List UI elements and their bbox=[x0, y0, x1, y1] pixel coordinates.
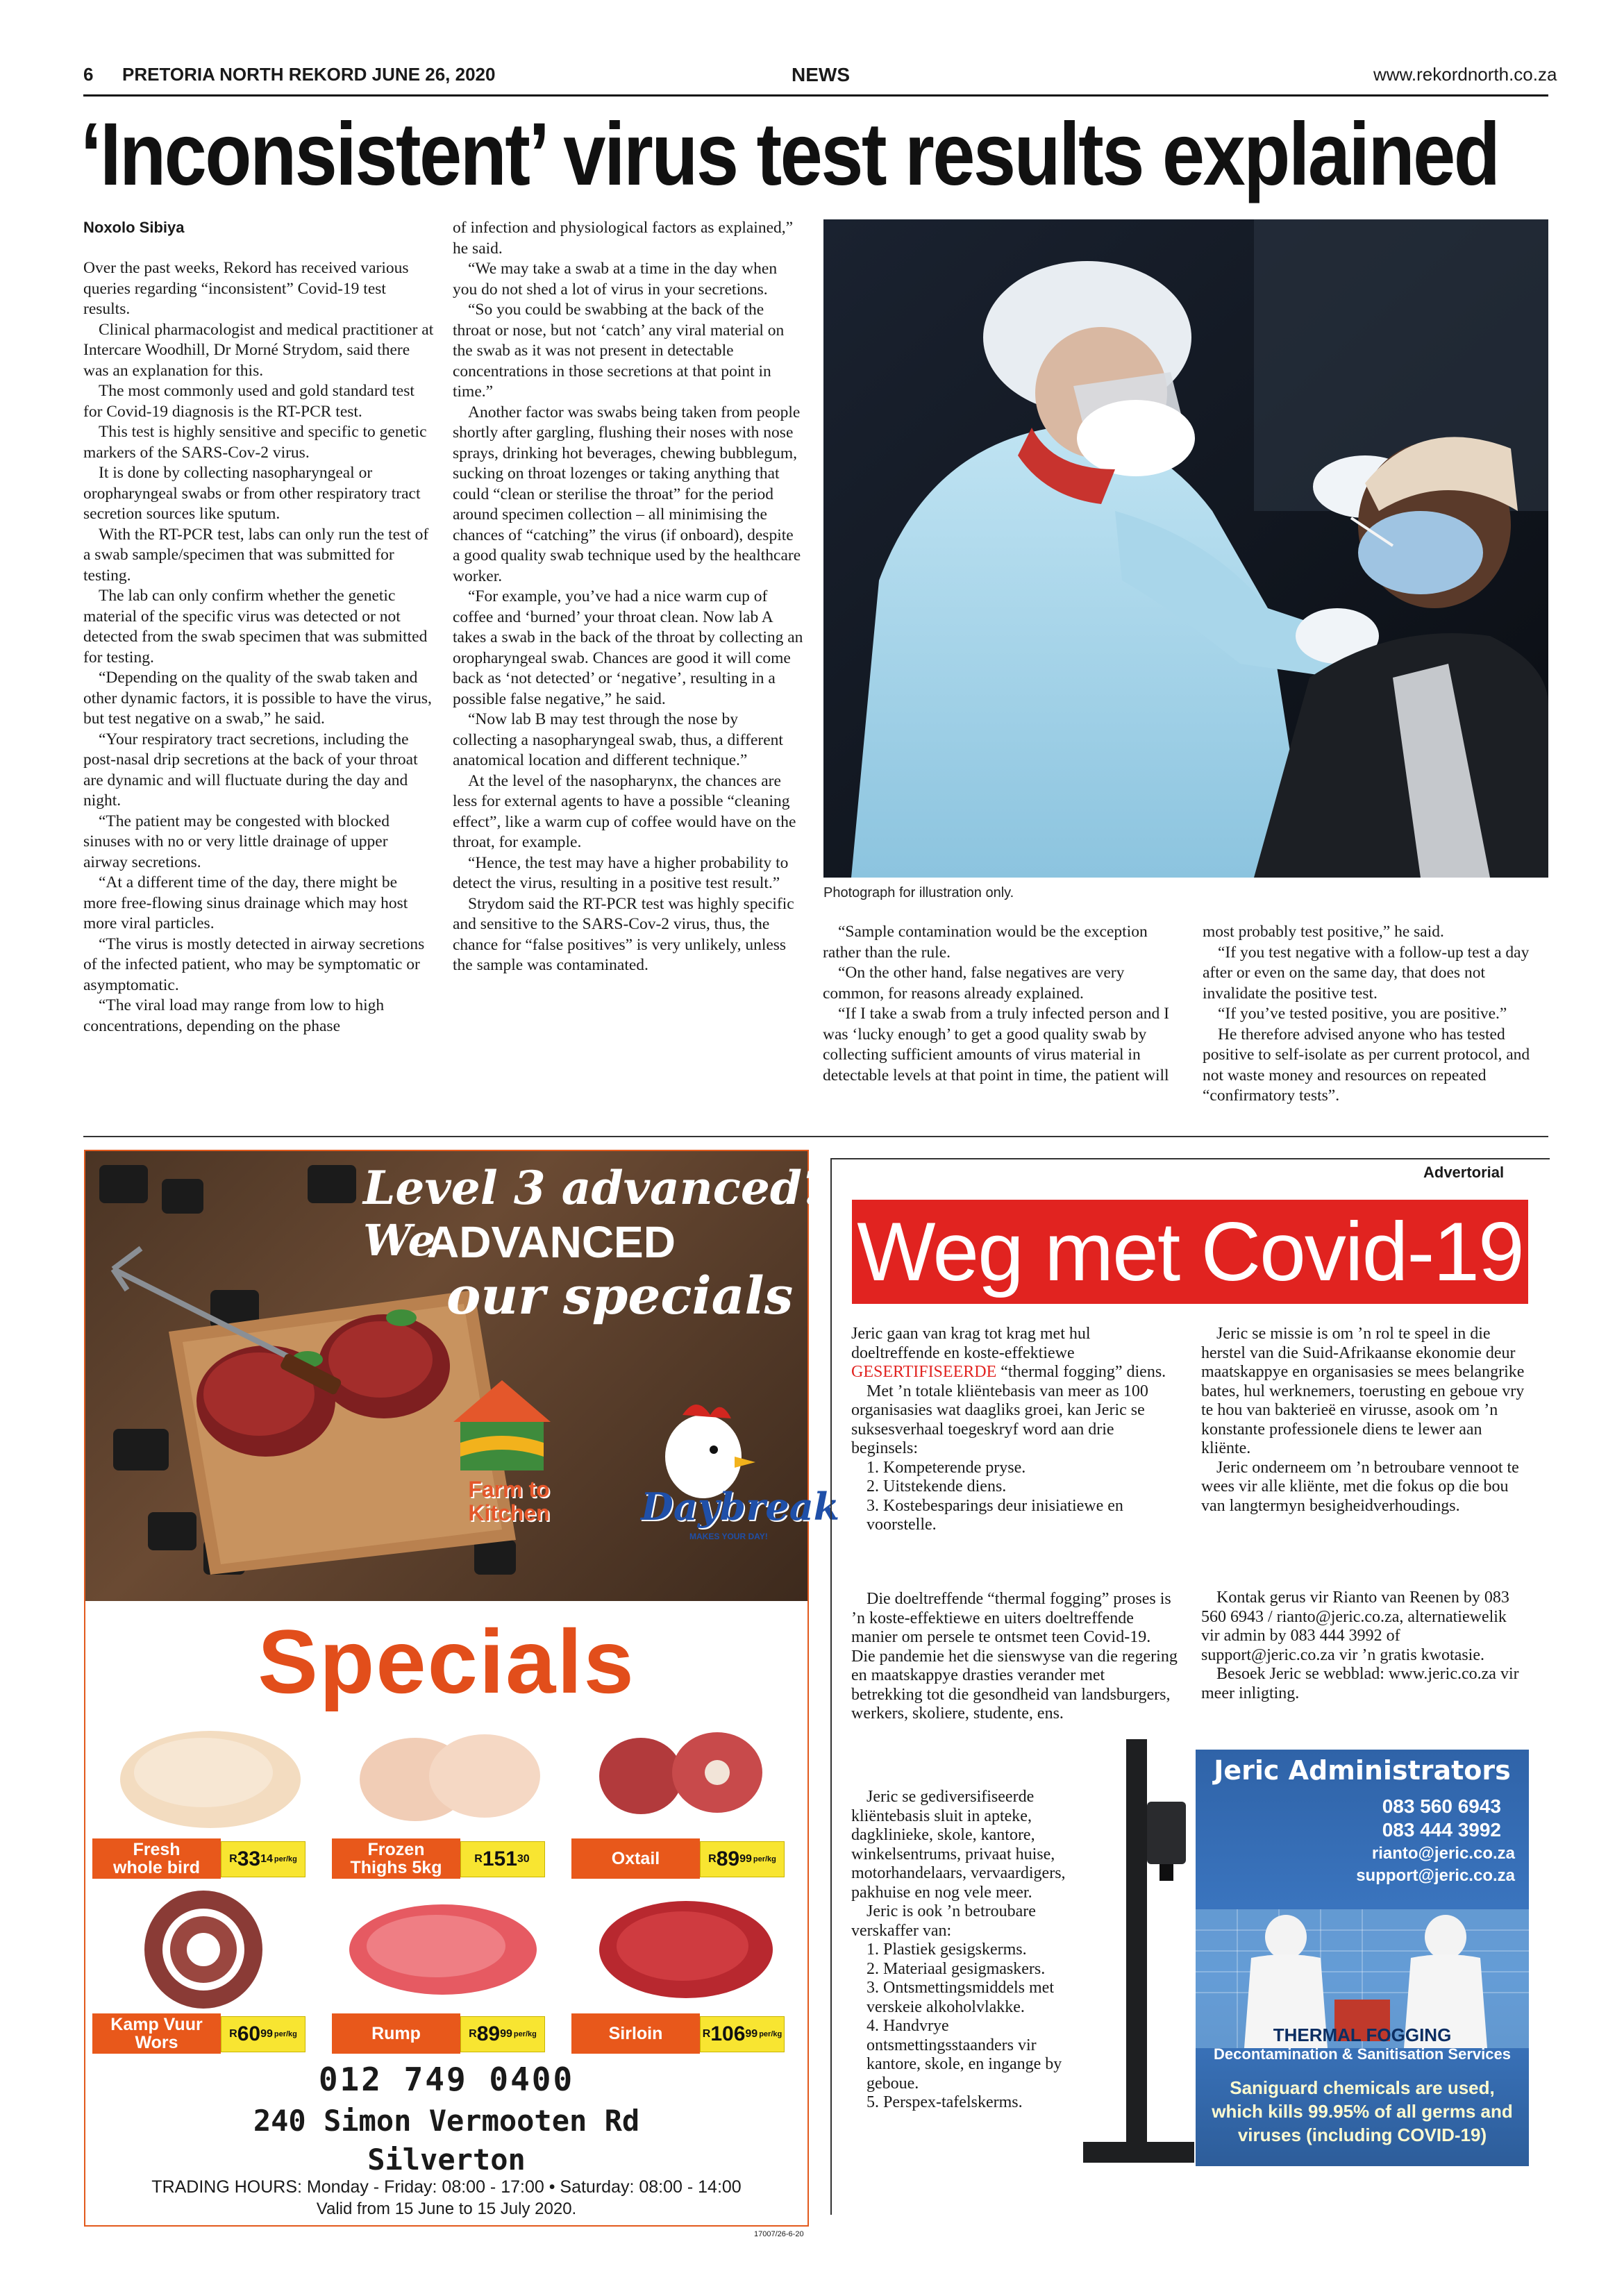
product-name: Rump bbox=[332, 2013, 460, 2054]
paragraph: Jeric se gediversifiseerde kliëntebasis sluit in apteke, dagklinieke, skole, kantore, winkelsentrums, privaat huise, motorhandelaars, vervaardigers, pakhuise en nog vele meer. bbox=[851, 1788, 1066, 1902]
section-label: NEWS bbox=[792, 64, 850, 85]
paragraph: “If I take a swab from a truly infected person and I was ‘lucky enough’ to get a good quality swab by collecting sufficient amounts of virus material in detectable levels at that point in time, the patient will bbox=[823, 1005, 1169, 1084]
advertorial-title: Weg met Covid-19 bbox=[852, 1200, 1528, 1304]
chicken-thighs-icon bbox=[339, 1713, 554, 1832]
photo-caption: Photograph for illustration only. bbox=[823, 885, 1014, 900]
daybreak-logo: Daybreak bbox=[641, 1484, 840, 1529]
paragraph: Another factor was swabs being taken from people shortly after gargling, flushing their noses with nose sprays, drinking hot beverages, chewing bubblegum, sucking on throat lozenges or taking anything that could “clean or sterilise the throat” for the period around specimen collection – all minimising the chances of “catching” the virus (if onboard), despite a good quality swab technique used by the healthcare worker. bbox=[453, 403, 801, 585]
product-name: Sirloin bbox=[571, 2013, 700, 2054]
paragraph: Besoek Jeric se webblad: www.jeric.co.za vir meer inligting. bbox=[1201, 1665, 1519, 1702]
article-column-1 bbox=[83, 258, 434, 1037]
list-item: 1. Plastiek gesigskerms. bbox=[867, 1941, 1027, 1959]
list-item: 5. Perspex-tafelskerms. bbox=[867, 2093, 1023, 2111]
paragraph: of infection and physiological factors as explained,” he said. bbox=[453, 219, 794, 258]
header-rule bbox=[83, 94, 1548, 97]
product-tile-wors bbox=[92, 1887, 321, 2068]
paragraph: “Your respiratory tract secretions, including the post-nasal drip secretions at the back of your throat are dynamic and will fluctuate during the day and night. bbox=[83, 730, 418, 810]
list-item: 4. Handvrye ontsmettingsstaanders vir kantore, skole, en ingange by geboue. bbox=[867, 2017, 1062, 2093]
sausage-icon bbox=[99, 1887, 315, 2005]
jeric-box-title: Jeric Administrators bbox=[1214, 1755, 1511, 1786]
list-item: 1. Kompeterende pryse. bbox=[867, 1458, 1026, 1477]
price-tag: R 89 99 per/kg bbox=[460, 2016, 545, 2052]
headline: ‘Inconsistent’ virus test results explained bbox=[81, 105, 1499, 204]
product-tile-sirloin bbox=[571, 1887, 801, 2068]
paragraph: He therefore advised anyone who has tested positive to self-isolate as per current protocol, and not waste money and resources on repeated “confirmatory tests”. bbox=[1203, 1025, 1530, 1105]
store-phone: 012 749 0400 bbox=[318, 2061, 575, 2098]
healthcare-worker-swab-illustration bbox=[823, 219, 1548, 878]
paragraph: “At a different time of the day, there might be more free-flowing sinus drainage which may host more viral particles. bbox=[83, 873, 408, 932]
product-tile-oxtail bbox=[571, 1713, 801, 1894]
paragraph: Jeric gaan van krag tot krag met hul doeltreffende en koste-effektiewe GESERTIFISEERDE “thermal fogging” diens. bbox=[851, 1325, 1166, 1381]
specials-title: Specials bbox=[258, 1611, 635, 1712]
list-item: 2. Materiaal gesigmaskers. bbox=[867, 1959, 1046, 1978]
price-tag: R 151 30 bbox=[460, 1841, 545, 1877]
list-item: 2. Uitstekende diens. bbox=[867, 1477, 1007, 1495]
paragraph: Clinical pharmacologist and medical practitioner at Intercare Woodhill, Dr Morné Strydom, said there was an explanation for this. bbox=[83, 320, 434, 380]
paragraph: Jeric is ook ’n betroubare verskaffer van: bbox=[851, 1902, 1036, 1940]
paragraph: Die doeltreffende “thermal fogging” proses is ’n koste-effektiewe en uiters doeltreffende manier om persele te ontsmet teen Covid-19. Die pandemie het die sienswyse van die regering en maatskappye drasties verander met betrekking tot die gesondheid van landsburgers, werkers, skoliere, studente, ens. bbox=[851, 1590, 1178, 1723]
jeric-service-1: THERMAL FOGGING bbox=[1273, 2025, 1452, 2045]
publication-line: PRETORIA NORTH REKORD JUNE 26, 2020 bbox=[122, 64, 496, 85]
product-name: Oxtail bbox=[571, 1838, 700, 1879]
product-tile-whole-bird bbox=[92, 1713, 321, 1894]
farm-to-kitchen-logo: Farm to Kitchen bbox=[468, 1477, 550, 1525]
paragraph: Over the past weeks, Rekord has received various queries regarding “inconsistent” Covid-19 test results. bbox=[83, 259, 409, 318]
rump-steak-icon bbox=[339, 1887, 554, 2005]
store-address-line-2: Silverton bbox=[367, 2143, 526, 2177]
paragraph: “Now lab B may test through the nose by collecting a nasopharyngeal swab, thus, a different anatomical location and different technique.” bbox=[453, 710, 783, 769]
paragraph: This test is highly sensitive and specific to genetic markers of the SARS-Cov-2 virus. bbox=[83, 423, 427, 462]
product-name: Kamp Vuur Wors bbox=[92, 2013, 221, 2054]
sanitiser-stand-icon bbox=[1083, 1739, 1194, 2170]
paragraph: “For example, you’ve had a nice warm cup of coffee and ‘burned’ your throat clean. Now lab A takes a swab in the back of the throat by collecting an oropharyngeal swab. Chances are good it will come back as ‘not detected’ or ‘negative’, resulting in a possible false negative,” he said. bbox=[453, 587, 803, 708]
product-tile-frozen-thighs bbox=[332, 1713, 561, 1894]
chicken-icon bbox=[99, 1713, 315, 1832]
advert-reference-code: 17007/26-6-20 bbox=[754, 2230, 804, 2238]
paragraph: It is done by collecting nasopharyngeal or oropharyngeal swabs or from other respiratory tract secretion sources like sputum. bbox=[83, 464, 421, 523]
paragraph: Met ’n totale kliëntebasis van meer as 100 organisasies wat daagliks groei, kan Jeric se suksesverhaal toegeskryf word aan drie beginsels: bbox=[851, 1382, 1148, 1457]
jeric-phone-1: 083 560 6943 bbox=[1382, 1795, 1501, 1817]
paragraph: “Sample contamination would be the exception rather than the rule. bbox=[823, 923, 1148, 962]
article-column-4 bbox=[1203, 922, 1550, 1107]
paragraph: “The virus is mostly detected in airway secretions of the infected patient, who may be symptomatic or asymptomatic. bbox=[83, 935, 425, 994]
paragraph: Strydom said the RT-PCR test was highly specific and sensitive to the SARS-Cov-2 virus, thus, the chance for “false positives” is very unlikely, unless the sample was contaminated. bbox=[453, 894, 794, 974]
ad-headline-we: We bbox=[363, 1215, 436, 1266]
article-column-2 bbox=[453, 218, 803, 976]
section-divider bbox=[83, 1136, 1548, 1137]
jeric-email-1: rianto@jeric.co.za bbox=[1371, 1844, 1515, 1863]
paragraph: Jeric onderneem om ’n betroubare vennoot te wees vir alle kliënte, met die fokus op die bou van langtermyn besigheidverhoudings. bbox=[1201, 1458, 1519, 1515]
paragraph: “The patient may be congested with blocked sinuses with no or very little drainage of upper airway secretions. bbox=[83, 812, 390, 871]
website: www.rekordnorth.co.za bbox=[1373, 64, 1557, 85]
paragraph: At the level of the nasopharynx, the chances are less for external agents to have a possible “cleaning effect”, like a warm cup of coffee would have on the throat, for example. bbox=[453, 771, 796, 851]
store-address-line-1: 240 Simon Vermooten Rd bbox=[253, 2104, 640, 2138]
product-name: Frozen Thighs 5kg bbox=[332, 1838, 460, 1879]
jeric-phone-2: 083 444 3992 bbox=[1382, 1819, 1501, 1841]
trading-hours: TRADING HOURS: Monday - Friday: 08:00 - 17:00 • Saturday: 08:00 - 14:00 bbox=[151, 2177, 742, 2197]
jeric-service-2: Decontamination & Sanitisation Services bbox=[1214, 2045, 1511, 2063]
page-number: 6 bbox=[83, 64, 94, 85]
advertorial-tag: Advertorial bbox=[1423, 1164, 1505, 1181]
oxtail-icon bbox=[578, 1713, 794, 1832]
jeric-chemicals-note: Saniguard chemicals are used, which kills 99.95% of all germs and viruses (including COVID-19) bbox=[1212, 2077, 1513, 2145]
paragraph: “On the other hand, false negatives are very common, for reasons already explained. bbox=[823, 964, 1125, 1003]
article-column-3 bbox=[823, 922, 1170, 1086]
paragraph: “Depending on the quality of the swab taken and other dynamic factors, it is possible to have the virus, but test negative on a swab,” he said. bbox=[83, 669, 432, 728]
sirloin-steak-icon bbox=[578, 1887, 794, 2005]
paragraph: The lab can only confirm whether the genetic material of the specific virus was detected or not detected from the swab specimen that was submitted for testing. bbox=[83, 587, 428, 667]
advert-banner bbox=[85, 1151, 840, 1601]
paragraph: “Hence, the test may have a higher probability to detect the virus, resulting in a positive test result.” bbox=[453, 853, 789, 892]
advertorial-column-a bbox=[851, 1325, 1178, 1535]
ad-headline-line-1: Level 3 advanced? bbox=[363, 1161, 829, 1215]
price-tag: R 106 99 per/kg bbox=[700, 2016, 785, 2052]
paragraph: “So you could be swabbing at the back of the throat or nose, but not ‘catch’ any viral material on the swab as it was not present in detectable concentrations in those secretions at that point in time.” bbox=[453, 301, 785, 401]
byline: Noxolo Sibiya bbox=[83, 219, 185, 236]
article-photo bbox=[823, 219, 1548, 878]
paragraph: With the RT-PCR test, labs can only run the test of a swab sample/specimen that was submitted for testing. bbox=[83, 525, 429, 585]
product-name: Fresh whole bird bbox=[92, 1838, 221, 1879]
daybreak-tagline: MAKES YOUR DAY! bbox=[689, 1532, 768, 1541]
jeric-email-2: support@jeric.co.za bbox=[1356, 1866, 1515, 1885]
advertorial-column-b bbox=[1201, 1325, 1527, 1516]
paragraph: “If you’ve tested positive, you are positive.” bbox=[1218, 1005, 1507, 1023]
product-tile-rump bbox=[332, 1887, 561, 2068]
jeric-info-box bbox=[1196, 1750, 1529, 2166]
price-tag: R 33 14 per/kg bbox=[221, 1841, 305, 1877]
paragraph: Kontak gerus vir Rianto van Reenen by 083 560 6943 / rianto@jeric.co.za, alternatiewelik vir admin by 083 444 3992 of support@jeric.co.za vir ’n gratis kwotasie. bbox=[1201, 1589, 1509, 1664]
ad-headline-advanced: ADVANCED bbox=[427, 1217, 676, 1267]
offer-validity: Valid from 15 June to 15 July 2020. bbox=[316, 2199, 577, 2218]
price-tag: R 89 99 per/kg bbox=[700, 1841, 785, 1877]
ad-headline-line-3: our specials bbox=[446, 1266, 794, 1326]
advertorial-column-b-contact bbox=[1201, 1589, 1527, 1703]
paragraph: “The viral load may range from low to high concentrations, depending on the phase bbox=[83, 996, 385, 1035]
butchery-advert bbox=[84, 1150, 840, 2227]
list-item: 3. Ontsmettingsmiddels met verskeie alkoholvlakke. bbox=[867, 1979, 1054, 2016]
advertorial-column-a-cont bbox=[851, 1590, 1178, 1724]
paragraph: “If you test negative with a follow-up test a day after or even on the same day, that does not invalidate the positive test. bbox=[1203, 943, 1530, 1003]
paragraph: The most commonly used and gold standard test for Covid-19 diagnosis is the RT-PCR test. bbox=[83, 382, 415, 421]
list-item: 3. Kostebesparings deur inisiatiewe en voorstelle. bbox=[867, 1496, 1123, 1534]
advertorial-column-a-list bbox=[851, 1788, 1080, 2113]
price-tag: R 60 99 per/kg bbox=[221, 2016, 305, 2052]
paragraph: Jeric se missie is om ’n rol te speel in die herstel van die Suid-Afrikaanse ekonomie deur maatskappye en organisasies se mees belangrike bates, hul werknemers, toerusting en geboue vry te hou van bakterieë en virusse, asook om ’n konstante professionele diens te lewer aan kliënte. bbox=[1201, 1325, 1525, 1457]
paragraph: most probably test positive,” he said. bbox=[1203, 923, 1444, 941]
paragraph: “We may take a swab at a time in the day when you do not shed a lot of virus in your secretions. bbox=[453, 260, 778, 299]
